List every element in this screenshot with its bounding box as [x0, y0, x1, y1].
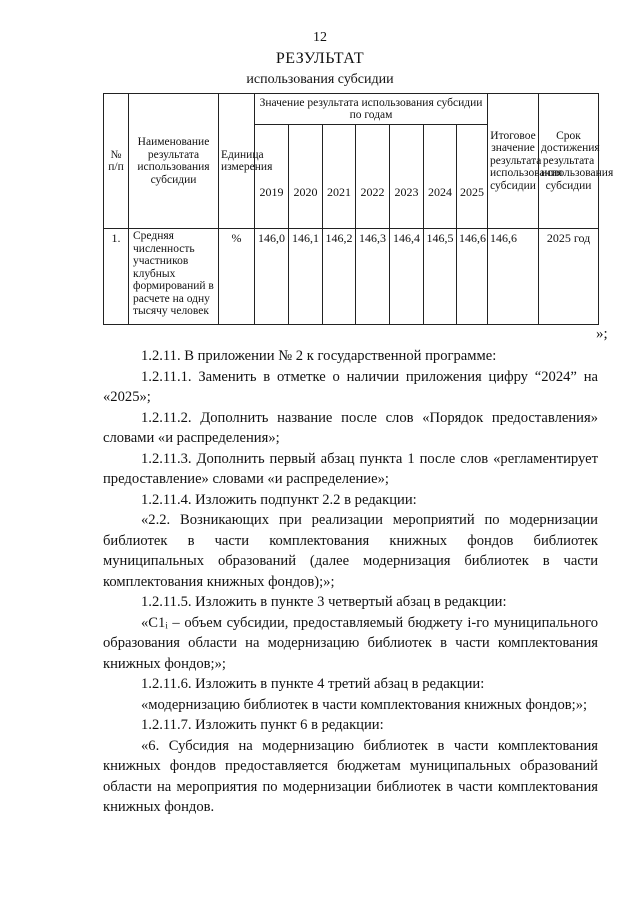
header-name: Наименование результата использования субсидии: [129, 94, 219, 229]
paragraph: 1.2.11.6. Изложить в пункте 4 третий абзац в редакции:: [141, 676, 485, 692]
row-num: 1.: [104, 229, 129, 325]
header-year-2019: 2019: [255, 125, 289, 229]
paragraph: 1.2.11. В приложении № 2 к государственной программе:: [141, 348, 497, 364]
row-value-2023: 146,4: [390, 229, 424, 325]
row-value-2025: 146,6: [457, 229, 488, 325]
document-title: РЕЗУЛЬТАТ: [275, 50, 365, 67]
body-text: [103, 346, 598, 818]
paragraph: «6. Субсидия на модернизацию библиотек в части комплектования книжных фондов предоставляется бюджетам муниципальных образований области на мероприятия по модернизации библиотек в части комплектования книжных фондов.: [103, 737, 598, 815]
header-year-2020: 2020: [289, 125, 323, 229]
header-year-2022: 2022: [356, 125, 390, 229]
row-deadline: 2025 год: [539, 229, 599, 325]
row-name: Средняя численность участников клубных формирований в расчете на одну тысячу человек: [129, 229, 219, 325]
header-year-2025: 2025: [457, 125, 488, 229]
document-subtitle: использования субсидии: [246, 72, 394, 87]
header-year-2024: 2024: [424, 125, 457, 229]
header-year-2021: 2021: [323, 125, 356, 229]
row-value-2021: 146,2: [323, 229, 356, 325]
paragraph: 1.2.11.3. Дополнить первый абзац пункта 1 после слов «регламентирует предоставление» словами «и распределение»;: [103, 450, 598, 487]
paragraph: 1.2.11.2. Дополнить название после слов «Порядок предоставления» словами «и распределения»;: [103, 409, 598, 446]
paragraph: 1.2.11.4. Изложить подпункт 2.2 в редакции:: [141, 491, 417, 508]
table-closing-quote: »;: [596, 326, 608, 342]
paragraph: 1.2.11.5. Изложить в пункте 3 четвертый абзац в редакции:: [141, 594, 507, 610]
header-year-2023: 2023: [390, 125, 424, 229]
header-total: Итоговое значение результата использования субсидии: [488, 94, 539, 229]
header-deadline: Срок достижения результата использования субсидии: [539, 94, 599, 229]
paragraph: 1.2.11.1. Заменить в отметке о наличии приложения цифру “2024” на «2025»;: [103, 368, 598, 405]
header-num: № п/п: [104, 94, 129, 229]
row-value-2020: 146,1: [289, 229, 323, 325]
row-value-2019: 146,0: [255, 229, 289, 325]
header-unit: Единица измерения: [219, 94, 255, 229]
paragraph: «C1ᵢ – объем субсидии, предоставляемый бюджету i-го муниципального образования области на модернизацию библиотек в части комплектования книжных фондов;»;: [103, 614, 598, 672]
page-number: 12: [313, 30, 327, 45]
table-row: [104, 229, 599, 325]
header-values-by-year: Значение результата использования субсидии по годам: [255, 94, 488, 125]
paragraph: «модернизацию библиотек в части комплектования книжных фондов;»;: [141, 696, 588, 713]
row-total: 146,6: [488, 229, 539, 325]
row-value-2024: 146,5: [424, 229, 457, 325]
row-unit: %: [219, 229, 255, 325]
row-value-2022: 146,3: [356, 229, 390, 325]
paragraph: 1.2.11.7. Изложить пункт 6 в редакции:: [141, 717, 384, 733]
paragraph: «2.2. Возникающих при реализации мероприятий по модернизации библиотек в части комплектования книжных фондов библиотек муниципальных образований (далее модернизация библиотек в части комплектования книжных фондов);»;: [103, 512, 598, 590]
results-table: [103, 93, 614, 325]
